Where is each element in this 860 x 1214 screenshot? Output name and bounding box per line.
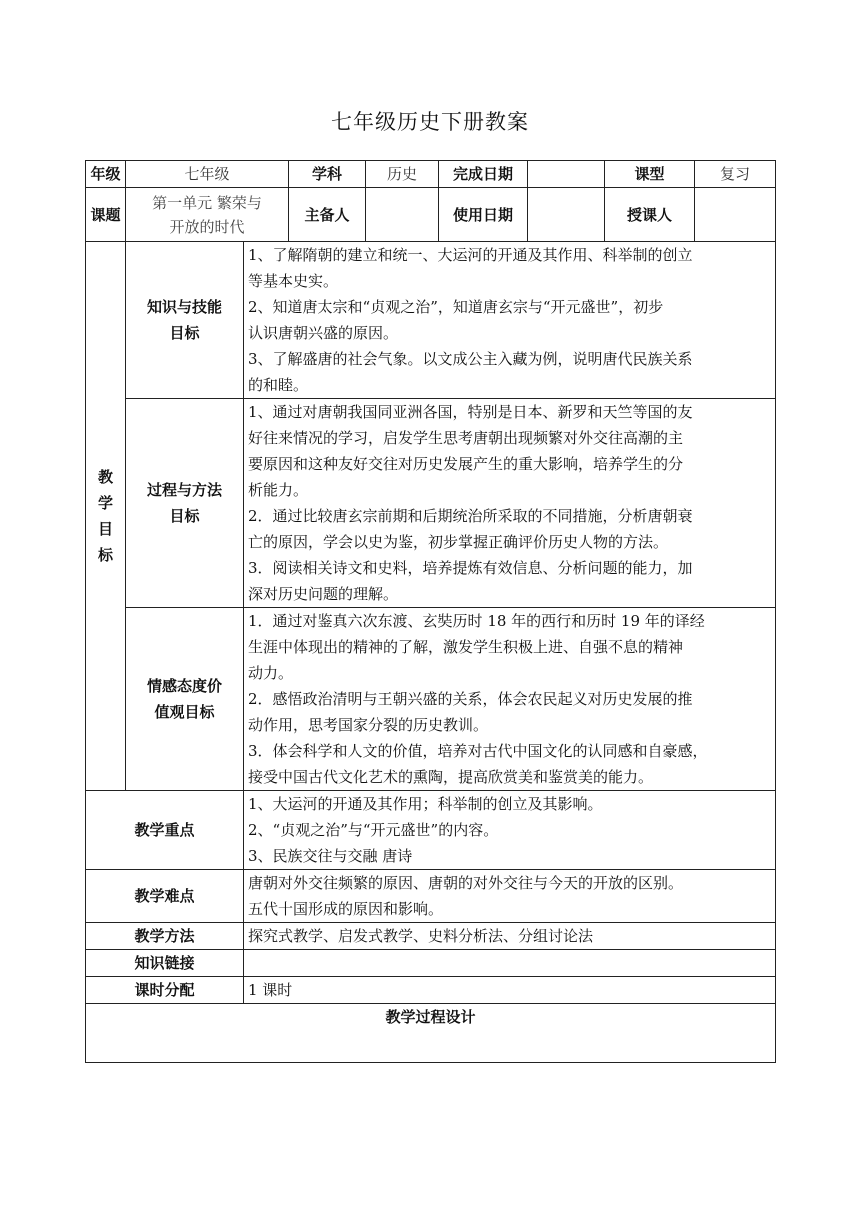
grade-value: 七年级 bbox=[126, 161, 289, 188]
header-row-2 bbox=[86, 188, 776, 242]
topic-line-1: 第一单元 繁荣与 bbox=[152, 193, 262, 212]
topic-value bbox=[126, 188, 289, 242]
process-content bbox=[244, 399, 776, 608]
knowledge-content bbox=[244, 242, 776, 399]
course-type-label: 课型 bbox=[605, 161, 695, 188]
preparer-label: 主备人 bbox=[289, 188, 366, 242]
header-row-1 bbox=[86, 161, 776, 188]
content-line: 亡的原因，学会以史为鉴，初步掌握正确评价历史人物的方法。 bbox=[248, 533, 669, 551]
content-line: 2．通过比较唐玄宗前期和后期统治所采取的不同措施，分析唐朝衰 bbox=[248, 507, 693, 525]
emotion-label-line: 值观目标 bbox=[154, 703, 215, 721]
links-label: 知识链接 bbox=[86, 950, 244, 977]
hours-row bbox=[86, 977, 776, 1004]
use-date-label: 使用日期 bbox=[439, 188, 528, 242]
process-objective-row bbox=[86, 399, 776, 608]
content-line: 1、通过对唐朝我国同亚洲各国，特别是日本、新罗和天竺等国的友 bbox=[248, 403, 693, 421]
methods-row bbox=[86, 923, 776, 950]
hours-label: 课时分配 bbox=[86, 977, 244, 1004]
preparer-value[interactable] bbox=[366, 188, 439, 242]
content-line: 等基本史实。 bbox=[248, 272, 339, 290]
subject-value: 历史 bbox=[366, 161, 439, 188]
content-line: 的和睦。 bbox=[248, 376, 309, 394]
finish-date-value[interactable] bbox=[528, 161, 605, 188]
knowledge-label-line: 目标 bbox=[169, 324, 200, 342]
content-line: 3、民族交往与交融 唐诗 bbox=[248, 847, 413, 865]
difficulties-label: 教学难点 bbox=[86, 870, 244, 923]
process-design-heading: 教学过程设计 bbox=[86, 1004, 776, 1063]
content-line: 动力。 bbox=[248, 664, 294, 682]
content-line: 3．阅读相关诗文和史料，培养提炼有效信息、分析问题的能力，加 bbox=[248, 559, 693, 577]
content-line: 五代十国形成的原因和影响。 bbox=[248, 900, 444, 918]
teacher-value[interactable] bbox=[695, 188, 776, 242]
teacher-label: 授课人 bbox=[605, 188, 695, 242]
process-label bbox=[126, 399, 244, 608]
content-line: 动作用，思考国家分裂的历史教训。 bbox=[248, 716, 489, 734]
methods-content: 探究式教学、启发式教学、史料分析法、分组讨论法 bbox=[244, 923, 776, 950]
objectives-label-char: 目 bbox=[97, 520, 113, 538]
content-line: 2．感悟政治清明与王朝兴盛的关系，体会农民起义对历史发展的推 bbox=[248, 690, 693, 708]
finish-date-label: 完成日期 bbox=[439, 161, 528, 188]
content-line: 析能力。 bbox=[248, 481, 309, 499]
grade-label: 年级 bbox=[86, 161, 126, 188]
content-line: 唐朝对外交往频繁的原因、唐朝的对外交往与今天的开放的区别。 bbox=[248, 874, 684, 892]
content-line: 1．通过对鉴真六次东渡、玄奘历时 18 年的西行和历时 19 年的译经 bbox=[248, 612, 705, 630]
content-line: 认识唐朝兴盛的原因。 bbox=[248, 324, 399, 342]
content-line: 要原因和这种友好交往对历史发展产生的重大影响，培养学生的分 bbox=[248, 455, 684, 473]
knowledge-objective-row bbox=[86, 242, 776, 399]
objectives-label-char: 教 bbox=[97, 468, 113, 486]
emotion-objective-row bbox=[86, 608, 776, 791]
document-title: 七年级历史下册教案 bbox=[331, 110, 529, 134]
key-points-label: 教学重点 bbox=[86, 791, 244, 870]
key-points-content bbox=[244, 791, 776, 870]
hours-content: 1 课时 bbox=[244, 977, 776, 1004]
subject-label: 学科 bbox=[289, 161, 366, 188]
content-line: 2、知道唐太宗和“贞观之治”，知道唐玄宗与“开元盛世”，初步 bbox=[248, 298, 664, 316]
course-type-value: 复习 bbox=[695, 161, 776, 188]
content-line: 好往来情况的学习，启发学生思考唐朝出现频繁对外交往高潮的主 bbox=[248, 429, 684, 447]
methods-label: 教学方法 bbox=[86, 923, 244, 950]
objectives-label-char: 标 bbox=[97, 546, 113, 564]
links-row bbox=[86, 950, 776, 977]
process-label-line: 目标 bbox=[169, 507, 200, 525]
content-line: 3、了解盛唐的社会气象。以文成公主入藏为例，说明唐代民族关系 bbox=[248, 350, 693, 368]
topic-label: 课题 bbox=[86, 188, 126, 242]
content-line: 1、了解隋朝的建立和统一、大运河的开通及其作用、科举制的创立 bbox=[248, 246, 693, 264]
content-line: 2、“贞观之治”与“开元盛世”的内容。 bbox=[248, 821, 499, 839]
links-content[interactable] bbox=[244, 950, 776, 977]
key-points-row bbox=[86, 791, 776, 870]
use-date-value[interactable] bbox=[528, 188, 605, 242]
process-design-row bbox=[86, 1004, 776, 1063]
objectives-label bbox=[86, 242, 126, 791]
difficulties-row bbox=[86, 870, 776, 923]
knowledge-label-line: 知识与技能 bbox=[146, 298, 222, 316]
objectives-label-char: 学 bbox=[97, 494, 113, 512]
content-line: 1、大运河的开通及其作用；科举制的创立及其影响。 bbox=[248, 795, 603, 813]
topic-line-2: 开放的时代 bbox=[169, 217, 245, 236]
emotion-content bbox=[244, 608, 776, 791]
content-line: 3．体会科学和人文的价值，培养对古代中国文化的认同感和自豪感， bbox=[248, 742, 708, 760]
knowledge-label bbox=[126, 242, 244, 399]
lesson-plan-table bbox=[85, 160, 776, 1063]
difficulties-content bbox=[244, 870, 776, 923]
process-label-line: 过程与方法 bbox=[146, 481, 222, 499]
emotion-label-line: 情感态度价 bbox=[146, 677, 222, 695]
content-line: 生涯中体现出的精神的了解，激发学生积极上进、自强不息的精神 bbox=[248, 638, 684, 656]
emotion-label bbox=[126, 608, 244, 791]
content-line: 深对历史问题的理解。 bbox=[248, 585, 399, 603]
content-line: 接受中国古代文化艺术的熏陶，提高欣赏美和鉴赏美的能力。 bbox=[248, 768, 654, 786]
